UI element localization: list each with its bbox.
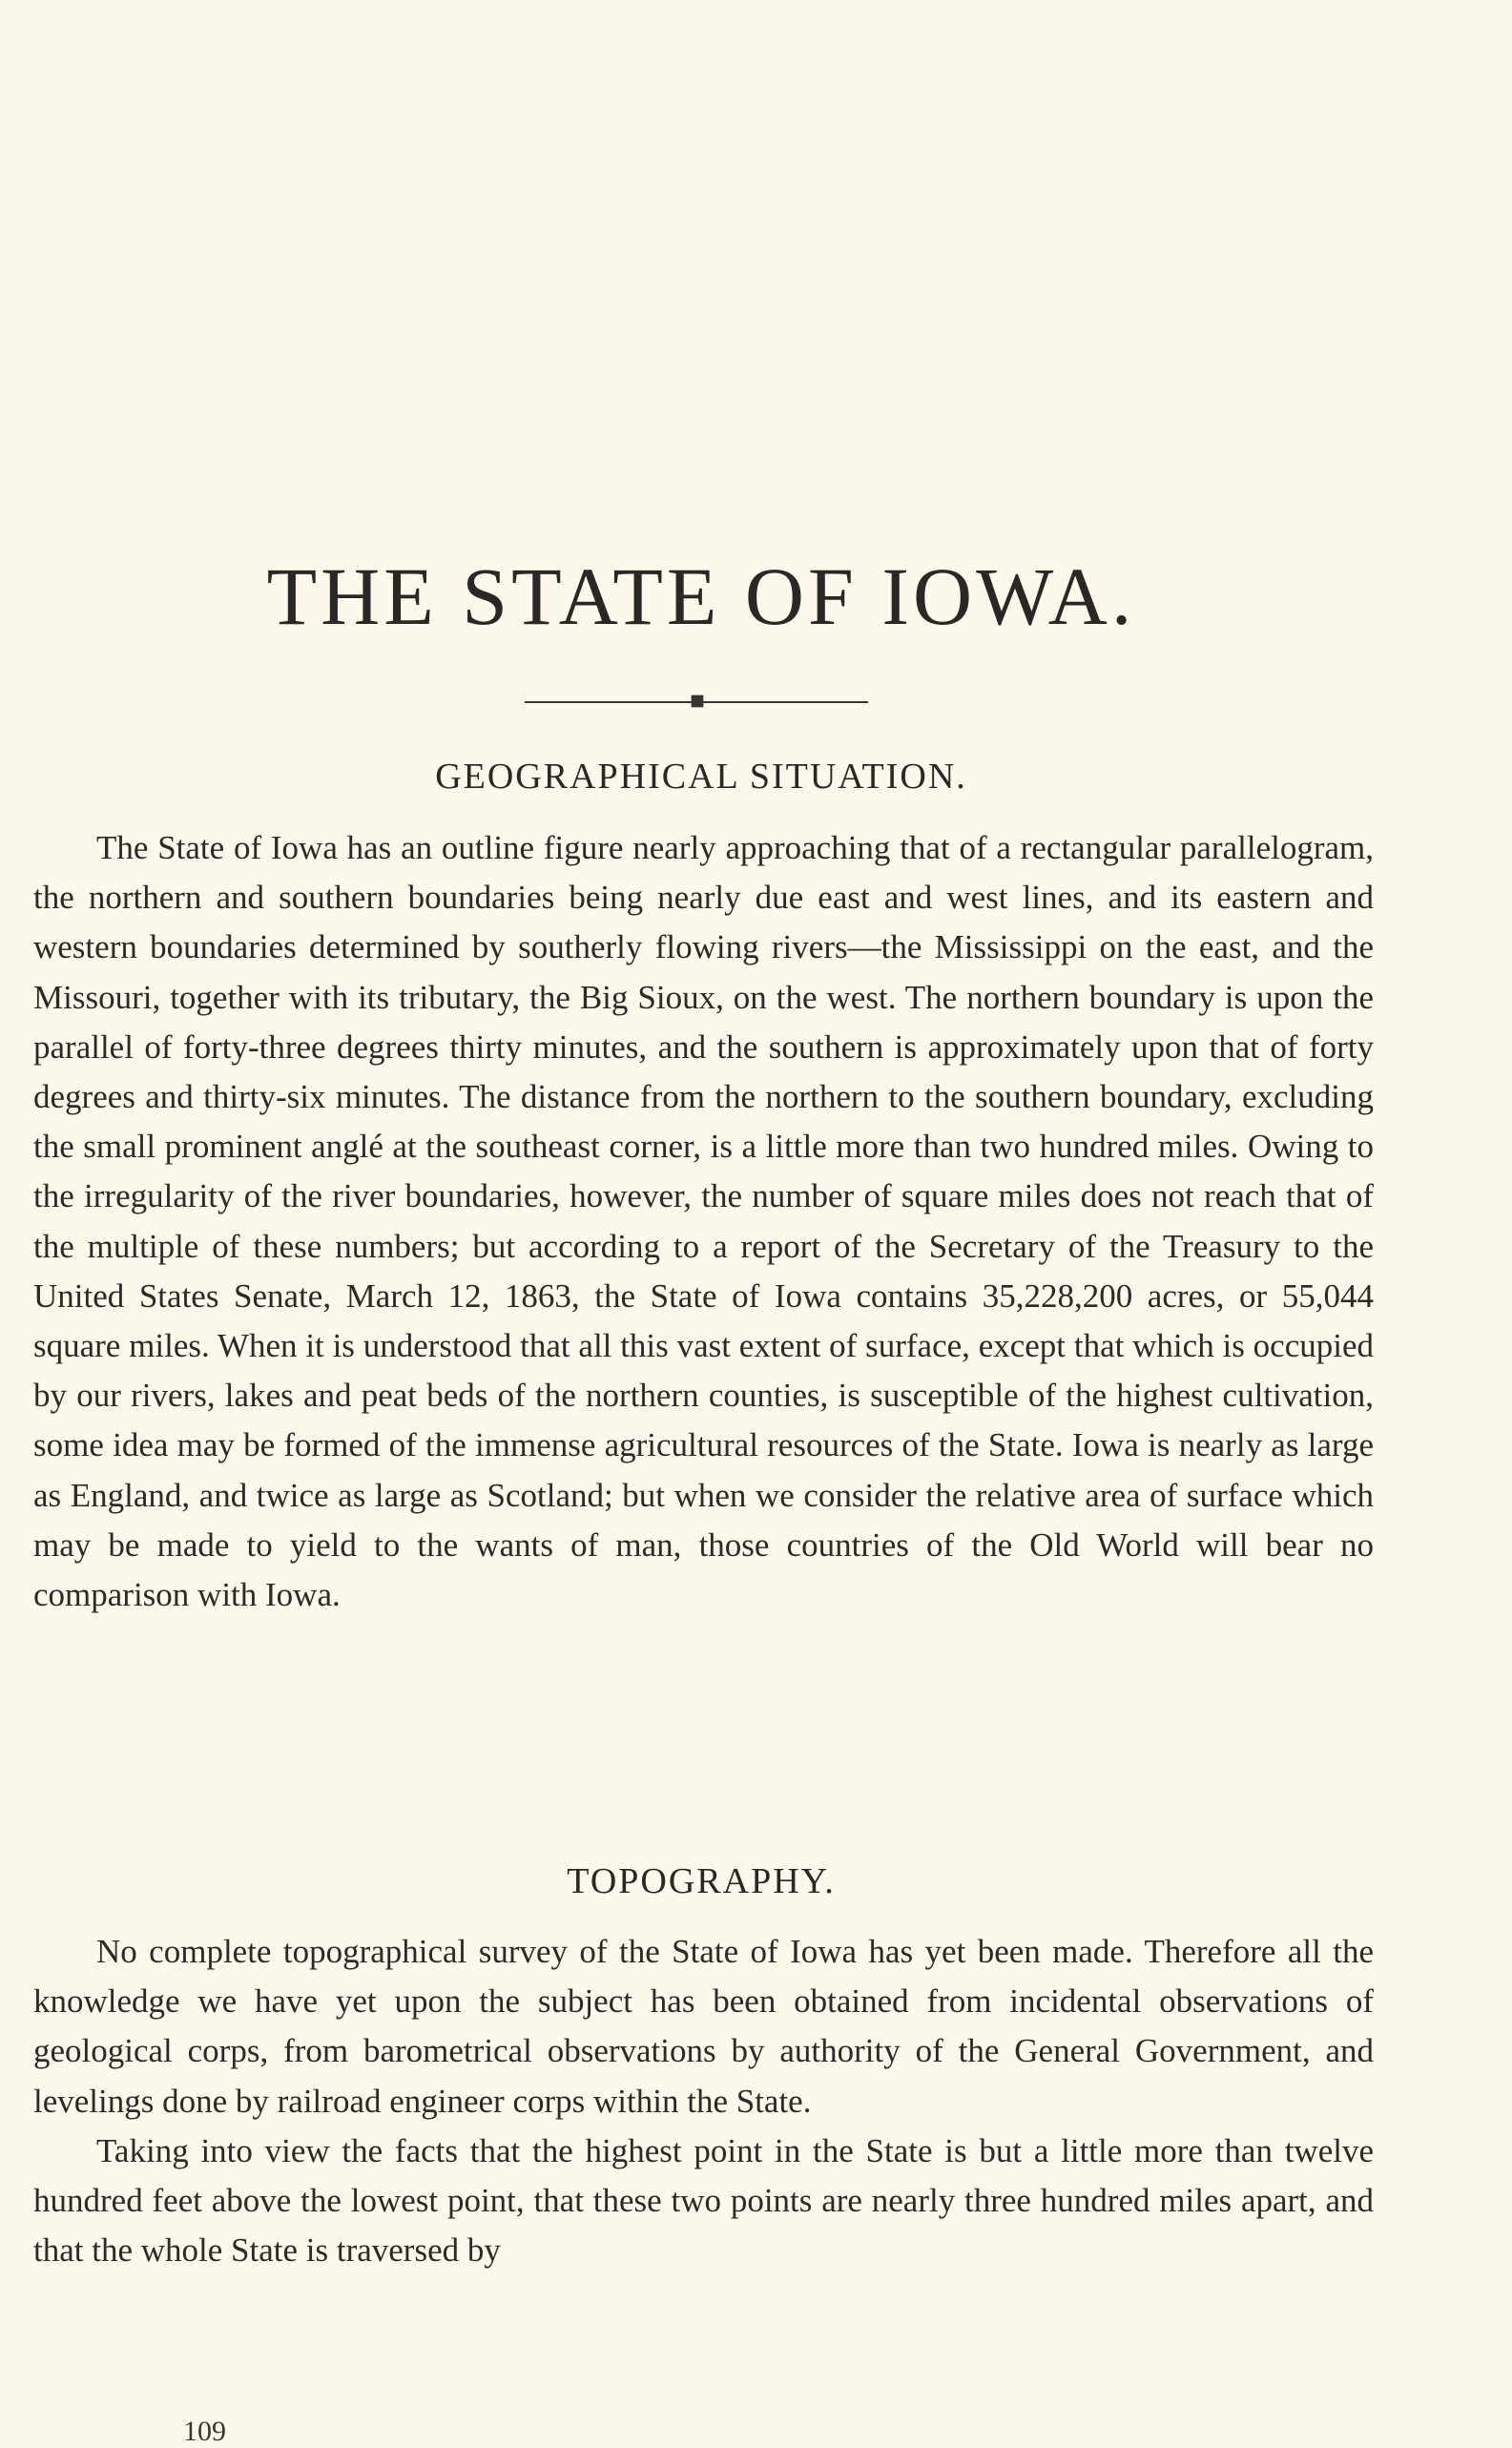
- paragraph: No complete topographical survey of the State of Iowa has yet been made. Therefore all the knowledge we have yet upon the subject has been obtained from incidental observations of geological corps, from barometrical observations by authority of the General Government, and levelings done by railroad engineer corps within the State.: [33, 1933, 1374, 2120]
- section-heading-geographical-situation: GEOGRAPHICAL SITUATION.: [435, 757, 967, 797]
- section-body-geographical-situation: [33, 823, 1374, 1620]
- paragraph: Taking into view the facts that the highest point in the State is but a little more than twelve hundred feet above the lowest point, that these two points are nearly three hundred miles apart, and that the whole State is traversed by: [33, 2131, 1374, 2270]
- section-heading-topography: TOPOGRAPHY.: [567, 1861, 836, 1901]
- section-body-topography: [33, 1927, 1374, 2275]
- page-number: 109: [183, 2416, 226, 2447]
- paragraph: The State of Iowa has an outline figure nearly approaching that of a rectangular parallelogram, the northern and southern boundaries being nearly due east and west lines, and its eastern and western boundaries determined by southerly flowing rivers—the Mississippi on the east, and the Missouri, together with its tributary, the Big Sioux, on the west. The northern boundary is upon the parallel of forty-three degrees thirty minutes, and the southern is approximately upon that of forty degrees and thirty-six minutes. The distance from the northern to the southern boundary, excluding the small prominent anglé at the southeast corner, is a little more than two hundred miles. Owing to the irregularity of the river boundaries, however, the number of square miles does not reach that of the multiple of these numbers; but according to a report of the Secretary of the Treasury to the United States Senate, March 12, 1863, the State of Iowa contains 35,228,200 acres, or 55,044 square miles. When it is understood that all this vast extent of surface, except that which is occupied by our rivers, lakes and peat beds of the northern counties, is susceptible of the highest cultivation, some idea may be formed of the immense agricultural resources of the State. Iowa is nearly as large as England, and twice as large as Scotland; but when we consider the relative area of surface which may be made to yield to the wants of man, those countries of the Old World will bear no comparison with Iowa.: [33, 829, 1374, 1614]
- page-title: THE STATE OF IOWA.: [266, 550, 1136, 642]
